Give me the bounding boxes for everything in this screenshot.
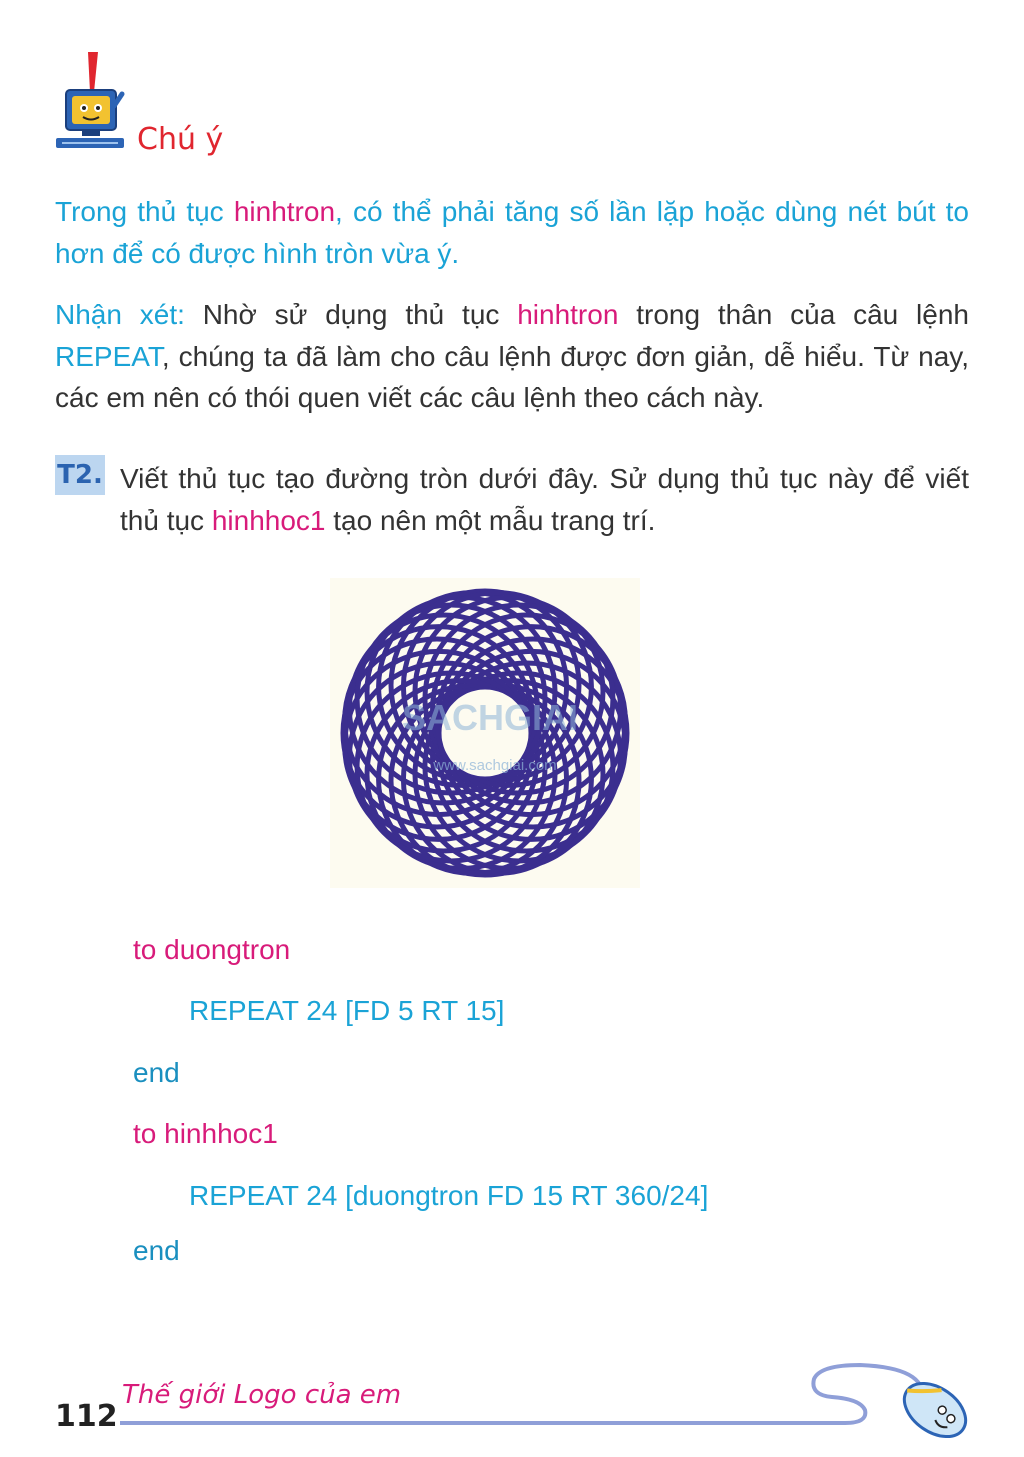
code-line: to hinhhoc1 (133, 1118, 278, 1149)
remark-text: Nhờ sử dụng thủ tục (184, 299, 518, 330)
code-line: to duongtron (133, 934, 291, 965)
computer-mascot-exclamation-icon (52, 48, 128, 158)
note-keyword: hinhtron (233, 196, 336, 227)
remark-text: trong thân của câu lệnh (618, 299, 969, 330)
note-text (55, 191, 969, 274)
code-line: end (133, 1235, 180, 1266)
exercise-text (120, 458, 969, 541)
code-line: REPEAT 24 [duongtron FD 15 RT 360/24] (189, 1180, 709, 1211)
exercise-text-part: Viết thủ tục tạo đường tròn dưới đây. Sử dụng thủ tục này để viết thủ tục (120, 463, 969, 536)
book-title: Thế giới Logo của em (122, 1380, 402, 1410)
remark-paragraph (55, 294, 969, 419)
note-text-part: Trong thủ tục (55, 196, 234, 227)
exercise-text-part: tạo nên một mẫu trang trí. (325, 504, 656, 536)
note-text-part: , có thể phải tăng số lần lặp hoặc dùng nét bút to hơn để có được hình tròn vừa ý. (55, 196, 969, 269)
watermark-text: SACHGIAI (401, 697, 579, 738)
exercise-badge: T2. (55, 455, 105, 495)
remark-keyword: REPEAT (55, 340, 162, 372)
watermark-url: www.sachgiai.com (433, 757, 557, 774)
note-title: Chú ý (137, 122, 224, 157)
circle-rosette-figure (330, 578, 640, 888)
code-line: end (133, 1057, 180, 1088)
page-number: 112 (55, 1399, 118, 1434)
remark-label: Nhận xét: (55, 299, 185, 330)
exercise-keyword: hinhhoc1 (211, 504, 326, 536)
code-line: REPEAT 24 [FD 5 RT 15] (189, 995, 505, 1026)
remark-keyword: hinhtron (517, 299, 619, 330)
remark-text: , chúng ta đã làm cho câu lệnh được đơn giản, dễ hiểu. Từ nay, các em nên có thói quen viết các câu lệnh theo cách này. (55, 340, 969, 413)
